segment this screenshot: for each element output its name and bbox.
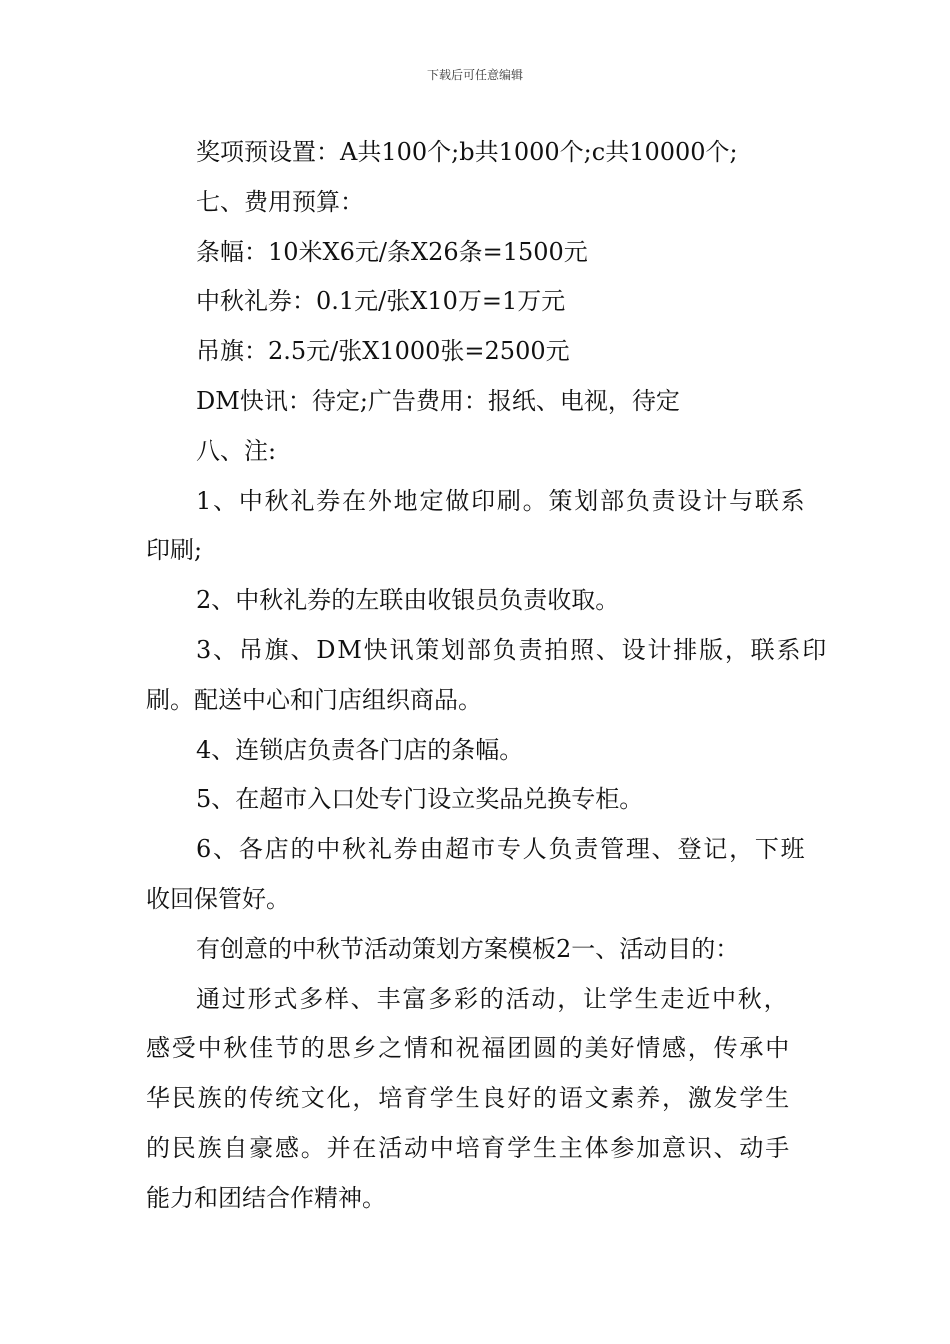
budget-coupon-line: 中秋礼券：0.1元/张X10万=1万元	[196, 287, 566, 316]
note-1-line-1: 1、中秋礼券在外地定做印刷。策划部负责设计与联系	[196, 486, 807, 515]
note-1-line-2: 印刷;	[146, 536, 203, 565]
budget-dm-line: DM快讯：待定;广告费用：报纸、电视，待定	[196, 386, 680, 415]
purpose-paragraph-line-2: 感受中秋佳节的思乡之情和祝福团圆的美好情感，传承中	[146, 1034, 791, 1063]
purpose-paragraph-line-5: 能力和团结合作精神。	[146, 1183, 386, 1212]
note-2-line: 2、中秋礼券的左联由收银员负责收取。	[196, 586, 620, 615]
document-body	[146, 128, 829, 1224]
note-3-line-2: 刷。配送中心和门店组织商品。	[146, 685, 482, 714]
note-6-line-2: 收回保管好。	[146, 884, 290, 913]
budget-banner-line: 条幅：10米X6元/条X26条=1500元	[196, 237, 588, 266]
budget-flag-line: 吊旗：2.5元/张X1000张=2500元	[196, 337, 570, 366]
prize-setup-line: 奖项预设置：A共100个;b共1000个;c共10000个;	[196, 138, 738, 166]
section-7-heading: 七、费用预算：	[196, 187, 364, 216]
note-3-line-1: 3、吊旗、DM快讯策划部负责拍照、设计排版，联系印	[196, 635, 829, 664]
purpose-paragraph-line-3: 华民族的传统文化，培育学生良好的语文素养，激发学生	[146, 1084, 791, 1113]
note-6-line-1: 6、各店的中秋礼券由超市专人负责管理、登记，下班	[196, 835, 807, 864]
purpose-paragraph-line-4: 的民族自豪感。并在活动中培育学生主体参加意识、动手	[146, 1133, 791, 1162]
note-4-line: 4、连锁店负责各门店的条幅。	[196, 735, 524, 764]
page-header-note: 下载后可任意编辑	[426, 68, 523, 82]
note-5-line: 5、在超市入口处专门设立奖品兑换专柜。	[196, 785, 644, 814]
template-2-heading-line: 有创意的中秋节活动策划方案模板2一、活动目的：	[196, 934, 740, 963]
purpose-paragraph-line-1: 通过形式多样、丰富多彩的活动，让学生走近中秋，	[196, 984, 790, 1013]
section-8-heading: 八、注:	[196, 436, 277, 465]
